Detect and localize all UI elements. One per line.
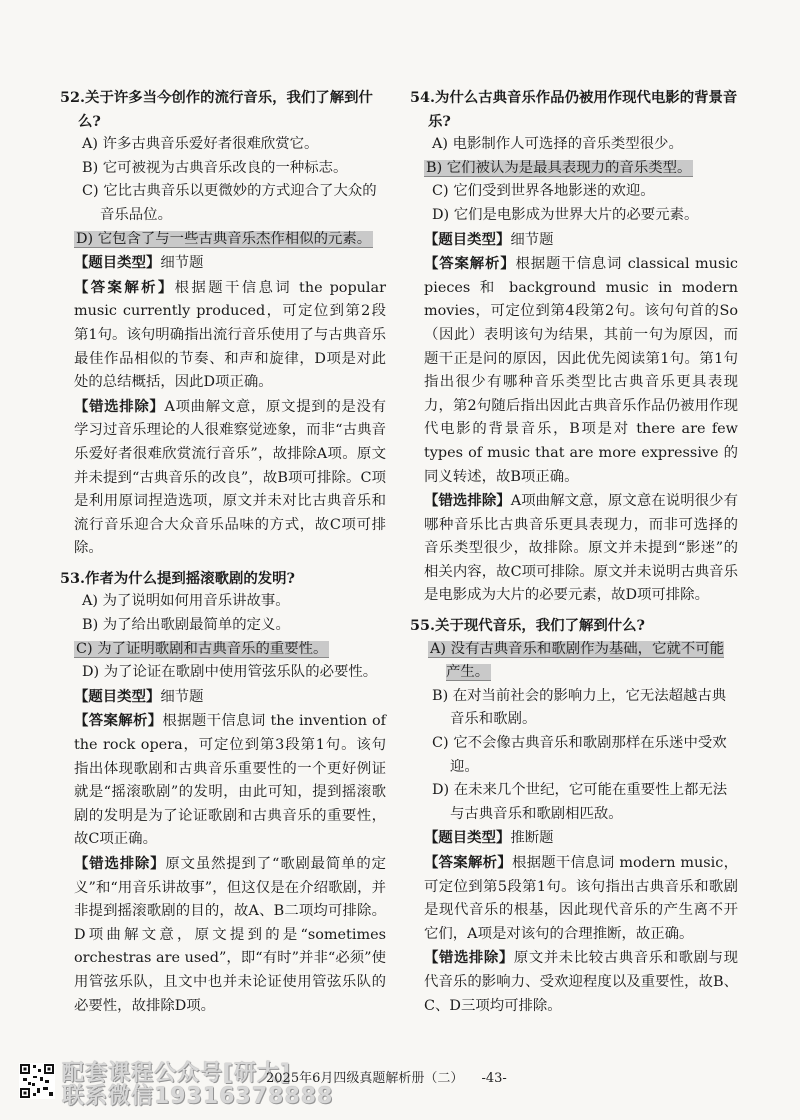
option-52-a: A) 许多古典音乐爱好者很难欣赏它。 xyxy=(82,136,319,153)
right-column xyxy=(410,86,738,1024)
option-53-a: A) 为了说明如何用音乐讲故事。 xyxy=(82,593,290,610)
watermark-line-1: 配套课程公众号[研大] xyxy=(62,1061,292,1086)
option-54-c: C) 它们受到世界各地影迷的欢迎。 xyxy=(432,183,655,200)
question-type-value: 细节题 xyxy=(160,688,204,705)
exclusion-tag: 【错选排除】 xyxy=(424,492,511,510)
exclusion-tag: 【错选排除】 xyxy=(74,397,165,415)
page-footer xyxy=(266,1067,521,1091)
wrong-option-exclusion-53 xyxy=(74,852,386,1018)
answer-highlight: C) 为了证明歌剧和古典音乐的重要性。 xyxy=(76,640,328,657)
wrong-option-exclusion-52 xyxy=(74,395,386,561)
question-type-52 xyxy=(74,251,386,276)
analysis-tag: 【答案解析】 xyxy=(424,854,512,871)
analysis-tag: 【答案解析】 xyxy=(74,712,163,730)
answer-highlight: D) 它包含了与一些古典音乐杰作相似的元素。 xyxy=(76,230,372,247)
question-53-number: 53. xyxy=(60,569,86,587)
exclusion-tag: 【错选排除】 xyxy=(74,855,166,872)
option-53-d: D) 为了论证在歌剧中使用管弦乐队的必要性。 xyxy=(82,664,378,681)
analysis-tag: 【答案解析】 xyxy=(74,278,175,296)
question-53-title xyxy=(60,567,386,591)
page-number: -43- xyxy=(481,1071,507,1086)
question-55 xyxy=(410,614,738,1018)
answer-highlight: A) 没有古典音乐和歌剧作为基础，它就不可能产生。 xyxy=(430,640,725,681)
answer-analysis-54 xyxy=(424,252,738,489)
option-53-c-correct xyxy=(74,638,386,662)
analysis-text: 根据题干信息词 the invention of the rock opera，可定位到第3段第1句。该句指出体现歌剧和古典音乐重要性的一个更好例证就是“摇滚歌剧”的发明，由此可知，提到摇滚歌剧的发明是为了论证歌剧和古典音乐的重要性，故C项正确。 xyxy=(74,713,386,848)
question-54 xyxy=(410,86,738,608)
exclusion-text: 原文并未比较古典音乐和歌剧与现代音乐的影响力、受欢迎程度以及重要性，故B、C、D三项均可排除。 xyxy=(424,950,738,1014)
option-52-b: B) 它可被视为古典音乐改良的一种标志。 xyxy=(82,159,348,176)
exclusion-text: A项曲解文意，原文意在说明很少有哪种音乐比古典音乐更具表现力，而非可选择的音乐类型很少，故排除。原文并未提到“影迷”的相关内容，故C项可排除。原文并未说明古典音乐是电影成为大片的必要元素，故D项可排除。 xyxy=(424,493,738,604)
exclusion-tag: 【错选排除】 xyxy=(424,949,514,967)
question-53 xyxy=(60,567,386,1018)
question-53-stem: 作者为什么提到摇滚歌剧的发明? xyxy=(85,569,295,587)
watermark-line-2: 联系微信19316378888 xyxy=(62,1084,334,1109)
question-type-tag: 【题目类型】 xyxy=(74,687,161,705)
option-55-c: C) 它不会像古典音乐和歌剧那样在乐迷中受欢迎。 xyxy=(432,735,727,775)
answer-highlight: B) 它们被认为是最具表现力的音乐类型。 xyxy=(426,159,692,176)
analysis-tag: 【答案解析】 xyxy=(424,255,516,273)
option-55-d: D) 在未来几个世纪，它可能在重要性上都无法与古典音乐和歌剧相匹敌。 xyxy=(432,782,728,822)
question-type-53 xyxy=(74,685,386,710)
question-55-title xyxy=(410,614,738,638)
question-type-tag: 【题目类型】 xyxy=(424,829,511,847)
question-type-tag: 【题目类型】 xyxy=(74,254,161,272)
question-52 xyxy=(60,86,386,561)
wrong-option-exclusion-55 xyxy=(424,946,738,1018)
question-52-stem: 关于许多当今创作的流行音乐，我们了解到什么? xyxy=(78,89,373,130)
question-54-stem: 为什么古典音乐作品仍被用作现代电影的背景音乐? xyxy=(428,89,738,130)
question-52-title xyxy=(60,86,386,133)
question-52-number: 52. xyxy=(60,89,86,106)
option-54-a: A) 电影制作人可选择的音乐类型很少。 xyxy=(432,136,683,153)
question-type-value: 推断题 xyxy=(510,830,554,847)
question-type-tag: 【题目类型】 xyxy=(424,230,511,248)
question-55-number: 55. xyxy=(410,617,436,635)
question-54-number: 54. xyxy=(410,89,436,106)
wrong-option-exclusion-54 xyxy=(424,489,738,608)
analysis-text: 根据题干信息词 the popular music currently produced，可定位到第2段第1句。该句明确指出流行音乐使用了与古典音乐最佳作品相似的节奏、和声和旋律，D项是对此处的总结概括，因此D项正确。 xyxy=(74,279,386,391)
answer-analysis-55 xyxy=(424,851,738,946)
qr-code-icon xyxy=(19,1063,55,1099)
question-type-55 xyxy=(424,826,738,851)
left-column xyxy=(60,86,386,1024)
option-55-b: B) 在对当前社会的影响力上，它无法超越古典音乐和歌剧。 xyxy=(432,687,727,728)
option-54-b-correct xyxy=(424,157,738,181)
option-54-d: D) 它们是电影成为世界大片的必要元素。 xyxy=(432,206,699,223)
question-type-54 xyxy=(424,228,738,253)
option-55-a-correct xyxy=(424,638,738,685)
question-type-value: 细节题 xyxy=(510,231,554,248)
answer-analysis-52 xyxy=(74,276,386,395)
question-54-title xyxy=(410,86,738,133)
option-52-c: C) 它比古典音乐以更微妙的方式迎合了大众的音乐品位。 xyxy=(82,183,377,223)
book-title: 2025年6月四级真题解析册（二） xyxy=(266,1071,464,1086)
exclusion-text: 原文虽然提到了“歌剧最简单的定义”和“用音乐讲故事”，但这仅是在介绍歌剧，并非提到摇滚歌剧的目的，故A、B二项均可排除。D项曲解文意，原文提到的是“sometimes orchestras are used”，即“有时”并非“必须”使用管弦乐队，且文中也并未论证使用管弦乐队的必要性，故排除D项。 xyxy=(74,856,386,1014)
answer-analysis-53 xyxy=(74,709,386,852)
question-type-value: 细节题 xyxy=(160,255,204,272)
option-53-b: B) 为了给出歌剧最简单的定义。 xyxy=(82,617,290,634)
question-55-stem: 关于现代音乐，我们了解到什么? xyxy=(435,617,645,635)
exclusion-text: A项曲解文意，原文提到的是没有学习过音乐理论的人很难察觉迹象，而非“古典音乐爱好者很难欣赏流行音乐”，故排除A项。原文并未提到“古典音乐的改良”，故B项可排除。C项是利用原词捏造选项，原文并未对比古典音乐和流行音乐迎合大众音乐品味的方式，故C项可排除。 xyxy=(74,398,386,557)
option-52-d-correct xyxy=(74,228,386,252)
analysis-text: 根据题干信息词 modern music，可定位到第5段第1句。该句指出古典音乐和歌剧是现代音乐的根基，因此现代音乐的产生离不开它们，A项是对该句的合理推断，故正确。 xyxy=(424,855,738,942)
analysis-text: 根据题干信息词 classical music pieces 和 background music in modern movies，可定位到第4段第2句。该句句首的So（因此）表明该句为结果，其前一句为原因，而题干正是问的原因，因此优先阅读第1句。第1句指出很少有哪种音乐类型比古典音乐更具表现力，第2句随后指出因此古典音乐作品仍被用作现代电影的背景音乐，B项是对 there are few types of music that are more expressive 的同义转述，故B项正确。 xyxy=(424,256,738,485)
